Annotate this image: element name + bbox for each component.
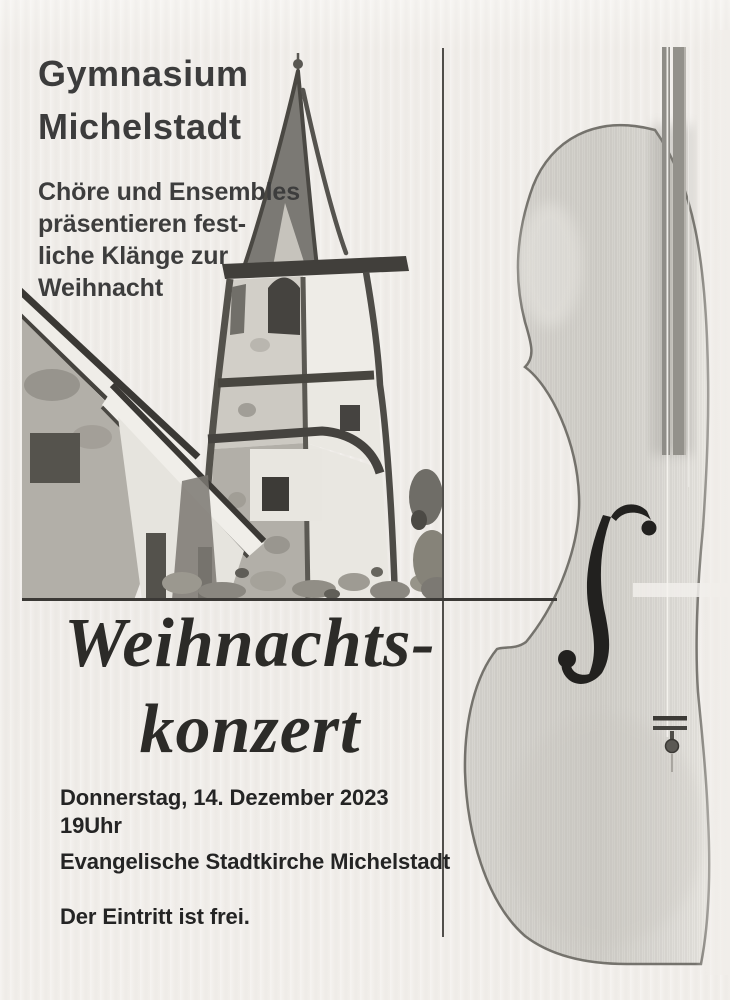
intro-line: liche Klänge zur xyxy=(38,242,229,270)
intro-line: Chöre und Ensembles xyxy=(38,178,301,206)
cello-photo xyxy=(455,30,730,975)
cello-right-fade xyxy=(695,30,730,975)
intro-text xyxy=(38,176,300,304)
event-title xyxy=(40,601,460,773)
school-name xyxy=(38,47,249,153)
cello-body-illustration xyxy=(465,125,709,964)
event-details xyxy=(60,784,450,931)
event-date: Donnerstag, 14. Dezember 2023 xyxy=(60,785,389,810)
intro-line: Weihnacht xyxy=(38,274,164,302)
intro-line: präsentieren fest- xyxy=(38,210,246,238)
school-name-line1: Gymnasium xyxy=(38,53,249,94)
event-venue: Evangelische Stadtkirche Michelstadt xyxy=(60,849,451,874)
event-time: 19Uhr xyxy=(60,813,122,838)
school-name-line2: Michelstadt xyxy=(38,106,242,147)
event-title-line2: konzert xyxy=(139,691,361,768)
admission-note: Der Eintritt ist frei. xyxy=(60,904,250,929)
event-title-line1: Weihnachts- xyxy=(64,605,436,682)
fingerboard-illustration xyxy=(662,47,686,455)
